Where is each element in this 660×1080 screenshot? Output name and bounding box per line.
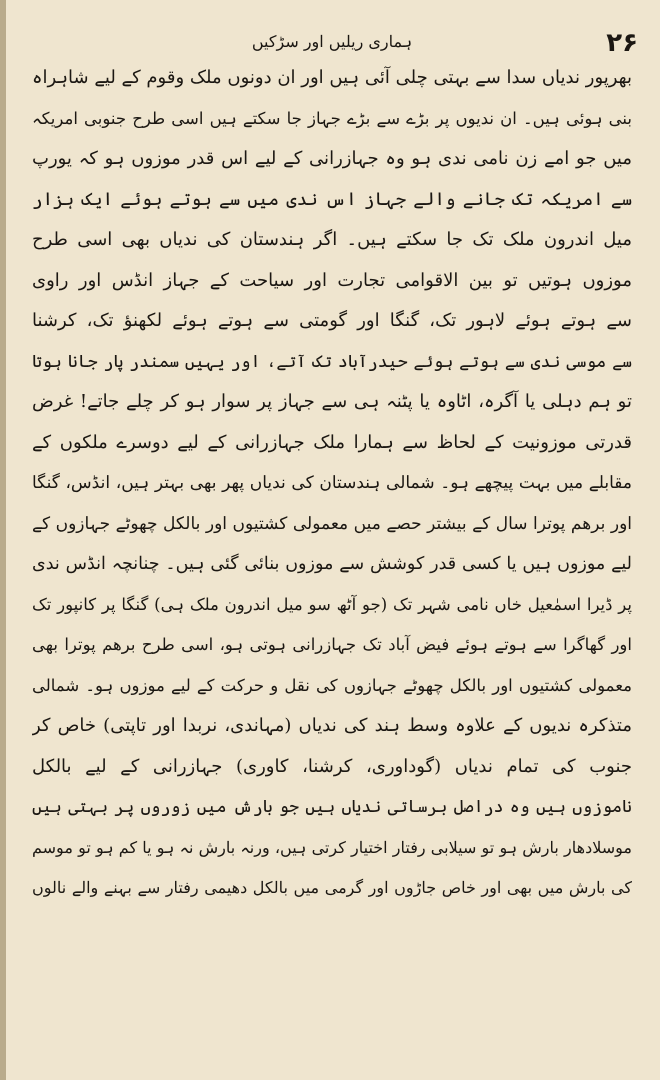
text-line: بنی ہوئی ہیں۔ ان ندیوں پر بڑے سے بڑے جہاز جا سکتے ہیں اسی طرح جنوبی امریکہ — [32, 108, 632, 128]
text-line: کی بارش میں بھی اور خاص جاڑوں اور گرمی میں بالکل دھیمی رفتار سے بہنے والے نالوں — [32, 878, 632, 897]
text-line: سے موسی ندی سے ہوتے ہوئے حیدرآباد تک آتے، اور یہیں سمندر پار جانا ہوتا — [32, 351, 632, 372]
text-line: قدرتی موزونیت کے لحاظ سے ہمارا ملک جہازرانی کے لیے دوسرے ملکوں کے — [32, 431, 632, 453]
text-line: ناموزوں ہیں وہ دراصل برساتی ندیاں ہیں جو بارش میں زوروں پر بہتی ہیں — [32, 797, 632, 817]
text-line: موسلادھار بارش ہو تو سیلابی رفتار اختیار کرتی ہیں، ورنہ بارش نہ ہو یا کم ہو تو موسم — [32, 837, 632, 857]
text-line: سے امریکہ تک جانے والے جہاز اس ندی میں سے ہوتے ہوئے ایک ہزار — [32, 188, 632, 210]
body-text — [32, 58, 632, 909]
text-line: جنوب کی تمام ندیاں (گوداوری، کرشنا، کاوری) جہازرانی کے لیے بالکل — [32, 755, 632, 777]
text-line: متذکرہ ندیوں کے علاوہ وسط ہند کی ندیاں (مہاندی، نربدا اور تاپتی) خاص کر — [32, 715, 632, 736]
text-line: اور گھاگرا سے ہوتے ہوئے فیض آباد تک جہازرانی ہوتی ہو، اسی طرح برھم پوترا بھی — [32, 635, 632, 654]
text-line: میں جو امے زن نامی ندی ہو وہ جہازرانی کے لیے اس قدر موزوں ہو کہ یورپ — [32, 148, 632, 169]
page-number: ۲۶ — [606, 28, 638, 58]
text-line: سے ہوتے ہوئے لاہور تک، گنگا اور گومتی سے ہوتے ہوئے لکھنؤ تک، کرشنا — [32, 310, 632, 331]
running-title: ہماری ریلیں اور سڑکیں — [251, 32, 413, 51]
text-line: میل اندرون ملک تک جا سکتے ہیں۔ اگر ہندستان کی ندیاں بھی اسی طرح — [32, 229, 632, 250]
text-line: مقابلے میں بہت پیچھے ہو۔ شمالی ہندستان کی ندیاں پھر بھی بہتر ہیں، انڈس، گنگا — [32, 473, 632, 493]
text-line: تو ہم دہلی یا آگرہ، اٹاوہ یا پٹنہ ہی سے جہاز پر سوار ہو کر چلے جاتے! غرض — [32, 391, 632, 412]
text-line: پر ڈیرا اسمٰعیل خاں نامی شہر تک (جو آٹھ سو میل اندرون ملک ہی) گنگا پر کانپور تک — [32, 594, 632, 614]
text-line: موزوں ہوتیں تو بین الاقوامی تجارت اور سیاحت کے جہاز انڈس اور راوی — [32, 269, 632, 291]
text-line: اور برھم پوترا سال کے بیشتر حصے میں معمولی کشتیوں اور بالکل چھوٹے جہازوں کے — [32, 513, 632, 534]
text-line: لیے موزوں ہیں یا کسی قدر کوشش سے موزوں بنائی گئی ہیں۔ چنانچہ انڈس ندی — [32, 554, 632, 574]
text-line: بھرپور ندیاں سدا سے بہتی چلی آئی ہیں اور ان دونوں ملک وقوم کے لیے شاہراہ — [32, 67, 632, 88]
text-line: معمولی کشتیوں اور بالکل چھوٹے جہازوں کی نقل و حرکت کے لیے موزوں ہو۔ شمالی — [32, 675, 632, 695]
